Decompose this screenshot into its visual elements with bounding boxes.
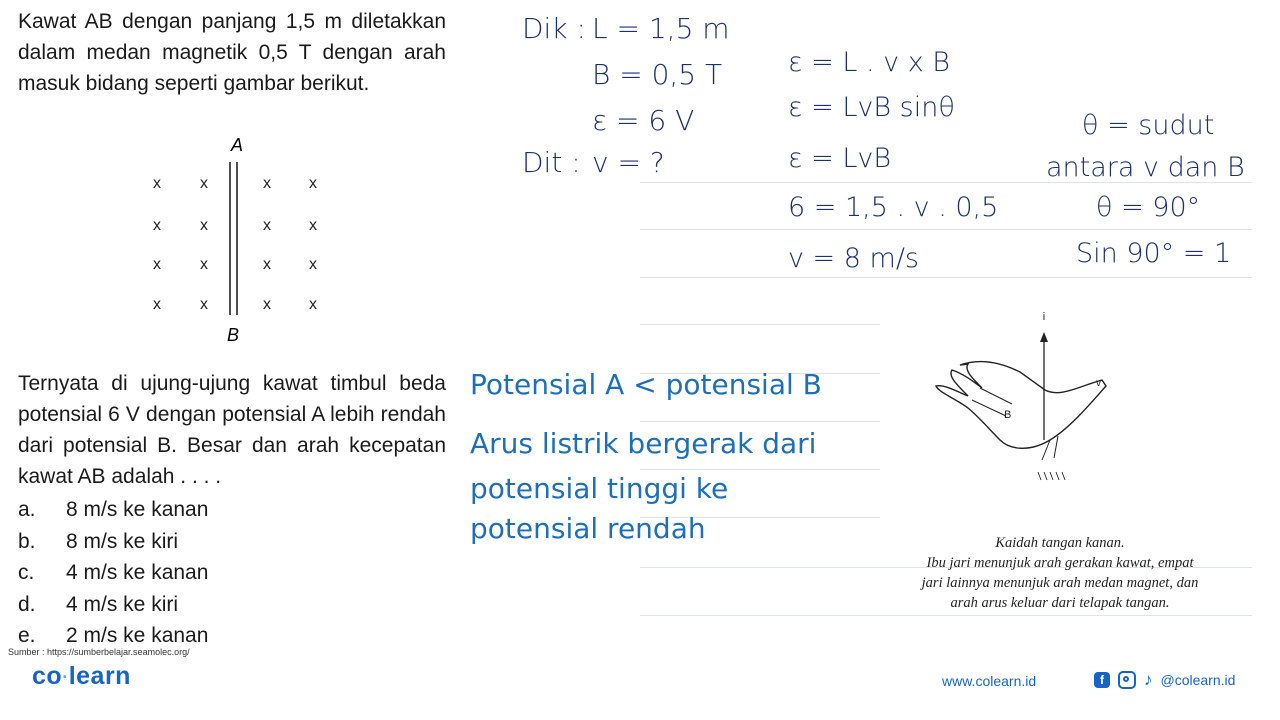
hand-caption: [865, 533, 1255, 613]
option-letter: c.: [18, 561, 35, 584]
field-mark-x: x: [200, 175, 208, 192]
finger-line: [972, 400, 1006, 416]
facebook-icon[interactable]: f: [1094, 672, 1110, 688]
right-hand-rule-figure: [920, 300, 1120, 500]
option-a[interactable]: [18, 494, 448, 526]
caption-line: jari lainnya menunjuk arah medan magnet, dan: [921, 575, 1199, 591]
formula-4: 6 = 1,5 . v . 0,5: [788, 192, 999, 223]
option-b[interactable]: [18, 526, 448, 558]
field-mark-x: x: [153, 217, 161, 234]
note-theta: θ = sudut: [1082, 110, 1215, 141]
wire-label-a: A: [230, 135, 244, 155]
ruled-line: [640, 615, 1252, 616]
field-mark-x: x: [263, 175, 271, 192]
wire-figure: [130, 130, 340, 345]
field-mark-x: x: [263, 256, 271, 273]
option-d[interactable]: [18, 589, 448, 621]
field-mark-x: x: [309, 175, 317, 192]
tiktok-icon[interactable]: ♪: [1144, 670, 1153, 689]
field-mark-x: x: [263, 217, 271, 234]
given-field: B = 0,5 T: [592, 58, 723, 91]
field-mark-x: x: [263, 296, 271, 313]
note-sin-90: Sin 90° = 1: [1076, 238, 1232, 269]
note-theta-90: θ = 90°: [1096, 192, 1201, 223]
question-intro: Kawat AB dengan panjang 1,5 m diletakkan dalam medan magnetik 0,5 T dengan arah masuk bidang seperti gambar berikut.: [18, 10, 446, 95]
finger-line: [980, 388, 1012, 404]
field-mark-x: x: [200, 217, 208, 234]
formula-1: ε = L . v x B: [788, 47, 950, 78]
ruled-line: [640, 229, 1252, 230]
option-letter: e.: [18, 624, 36, 647]
source-note: Sumber : https://sumberbelajar.seamolec.org/: [8, 647, 190, 657]
field-mark-x: x: [200, 256, 208, 273]
colearn-logo: [32, 662, 131, 691]
field-mark-x: x: [200, 296, 208, 313]
field-mark-x: x: [309, 256, 317, 273]
wire-label-b: B: [226, 325, 240, 345]
field-mark-x: x: [309, 217, 317, 234]
option-text: 2 m/s ke kanan: [66, 624, 209, 647]
social-handle[interactable]: @colearn.id: [1160, 672, 1236, 688]
velocity-label: v: [1096, 378, 1101, 389]
caption-title: Kaidah tangan kanan.: [995, 535, 1125, 551]
logo-dot: ·: [62, 666, 69, 687]
dit-label: Dit :: [522, 146, 581, 179]
option-letter: b.: [18, 529, 36, 553]
asked-velocity: v = ?: [592, 146, 665, 179]
question-body: Ternyata di ujung-ujung kawat timbul beda potensial 6 V dengan potensial A lebih rendah dari potensial B. Besar dan arah kecepatan kawat AB adalah . . . .: [18, 372, 446, 488]
field-mark-x: x: [153, 296, 161, 313]
magnetic-field-marks: [153, 175, 317, 313]
given-emf: ε = 6 V: [592, 104, 695, 137]
note-between: antara v dan B: [1046, 152, 1245, 183]
wrist-hatching: [1038, 472, 1065, 480]
logo-learn: learn: [68, 662, 131, 690]
conclusion-current-2: potensial tinggi ke: [470, 472, 729, 505]
caption-line: Ibu jari menunjuk arah gerakan kawat, empat: [926, 555, 1194, 571]
ruled-line: [640, 421, 880, 422]
option-letter: a.: [18, 498, 36, 521]
caption-line: arah arus keluar dari telapak tangan.: [950, 595, 1170, 611]
option-letter: d.: [18, 592, 36, 616]
instagram-icon[interactable]: [1118, 671, 1136, 689]
formula-3: ε = LvB: [788, 143, 892, 174]
conclusion-current-3: potensial rendah: [470, 512, 706, 545]
logo-co: co: [32, 662, 63, 690]
social-links: [1094, 670, 1235, 690]
option-text: 8 m/s ke kiri: [66, 529, 179, 553]
dik-label: Dik :: [522, 12, 586, 45]
option-text: 4 m/s ke kiri: [66, 592, 179, 616]
option-text: 8 m/s ke kanan: [66, 498, 209, 521]
option-text: 4 m/s ke kanan: [66, 561, 209, 584]
field-label: B: [1004, 409, 1012, 421]
given-length: L = 1,5 m: [592, 12, 730, 45]
ruled-line: [640, 277, 1252, 278]
field-mark-x: x: [153, 175, 161, 192]
formula-2: ε = LvB sinθ: [788, 92, 955, 123]
conclusion-potential: Potensial A < potensial B: [470, 368, 822, 401]
formula-5: v = 8 m/s: [788, 243, 919, 274]
field-mark-x: x: [309, 296, 317, 313]
current-label: i: [1042, 311, 1046, 323]
conclusion-current-1: Arus listrik bergerak dari: [470, 427, 817, 460]
field-mark-x: x: [153, 256, 161, 273]
website-link[interactable]: www.colearn.id: [942, 673, 1037, 689]
answer-options: [18, 494, 448, 652]
current-arrowhead: [1040, 332, 1048, 342]
ruled-line: [640, 324, 880, 325]
ruled-line: [640, 469, 880, 470]
hand-outline: [936, 361, 1106, 448]
option-c[interactable]: [18, 557, 448, 589]
